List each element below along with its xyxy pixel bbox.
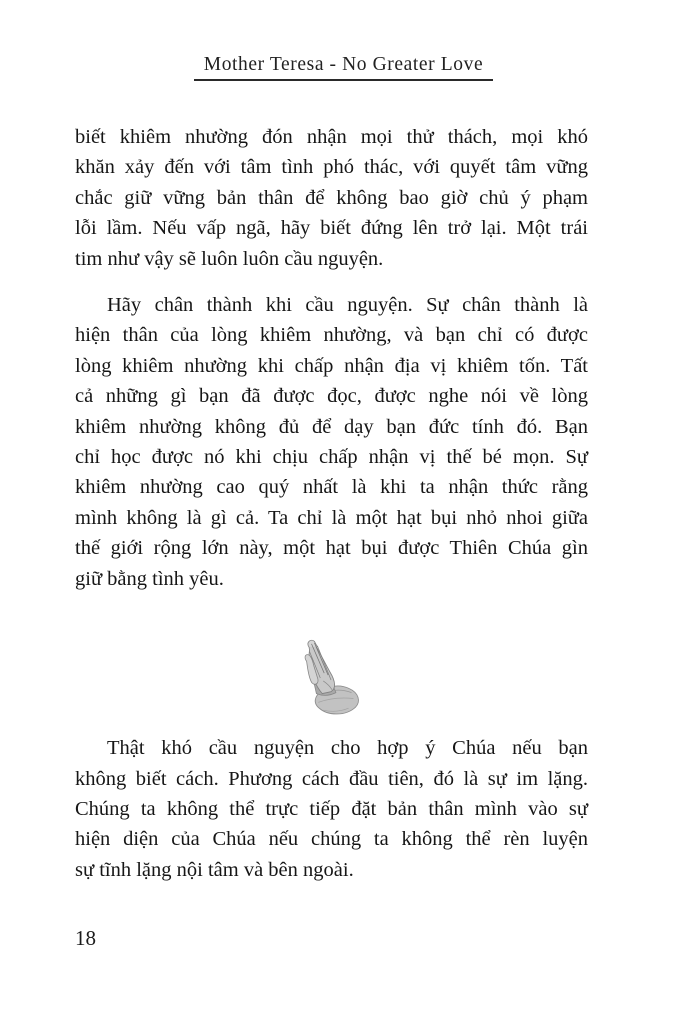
text-line: khiêm nhường không đủ để dạy bạn đức tính đó. Bạn	[75, 415, 588, 438]
text-block-above-illustration	[75, 122, 588, 594]
text-line: Thật khó cầu nguyện cho hợp ý Chúa nếu bạn	[107, 737, 588, 760]
text-line: lỗi lầm. Nếu vấp ngã, hãy biết đứng lên trở lại. Một trái	[75, 217, 588, 240]
running-header	[0, 54, 687, 81]
page-body-text	[75, 122, 588, 901]
praying-hands-icon	[299, 638, 365, 718]
text-line: không biết cách. Phương cách đầu tiên, đó là sự im lặng.	[75, 767, 588, 790]
text-block-below-illustration	[75, 733, 588, 885]
text-line: sự tĩnh lặng nội tâm và bên ngoài.	[75, 858, 354, 881]
paragraph	[75, 733, 588, 885]
text-line: giữ bằng tình yêu.	[75, 567, 224, 590]
text-line: thế giới rộng lớn này, một hạt bụi được Thiên Chúa gìn	[75, 537, 588, 560]
page-number: 18	[75, 926, 96, 950]
text-line: hiện thân của lòng khiêm nhường, và bạn chỉ có được	[75, 324, 588, 347]
book-title-header: Mother Teresa - No Greater Love	[194, 54, 493, 81]
text-line: mình không là gì cả. Ta chỉ là một hạt bụi nhỏ nhoi giữa	[75, 506, 588, 529]
text-line: chắc giữ vững bản thân để không bao giờ chủ ý phạm	[75, 186, 588, 209]
text-line: Chúng ta không thể trực tiếp đặt bản thân mình vào sự	[75, 797, 588, 820]
text-line: hiện diện của Chúa nếu chúng ta không thể rèn luyện	[75, 828, 588, 851]
text-line: Hãy chân thành khi cầu nguyện. Sự chân thành là	[107, 294, 588, 317]
paragraph	[75, 290, 588, 594]
text-line: biết khiêm nhường đón nhận mọi thử thách, mọi khó	[75, 126, 588, 148]
text-line: chỉ học được nó khi chịu chấp nhận vị thế bé mọn. Sự	[75, 446, 588, 469]
text-line: lòng khiêm nhường khi chấp nhận địa vị khiêm tốn. Tất	[75, 354, 588, 377]
paragraph	[75, 122, 588, 274]
praying-hands-illustration	[299, 638, 365, 718]
text-line: khăn xảy đến với tâm tình phó thác, với quyết tâm vững	[75, 156, 588, 179]
text-line: tim như vậy sẽ luôn luôn cầu nguyện.	[75, 247, 384, 270]
text-line: cả những gì bạn đã được đọc, được nghe nói về lòng	[75, 385, 588, 408]
text-line: khiêm nhường cao quý nhất là khi ta nhận thức rằng	[75, 476, 588, 499]
